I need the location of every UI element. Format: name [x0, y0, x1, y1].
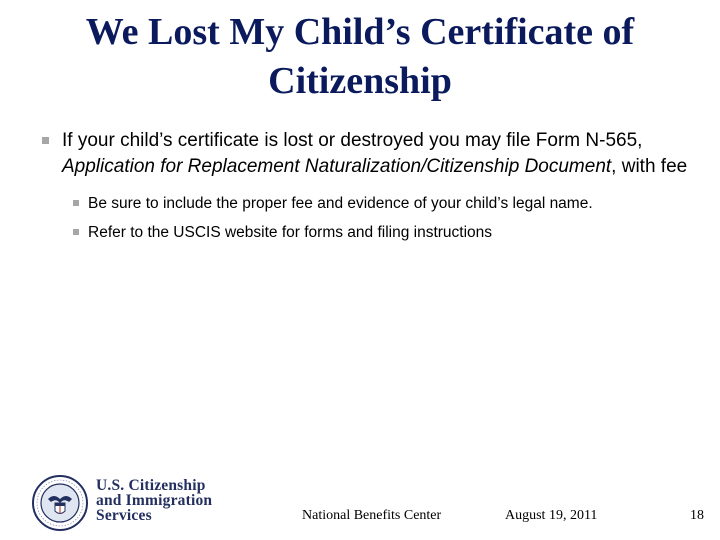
- sub-bullet-marker: [73, 229, 79, 235]
- footer-date: August 19, 2011: [505, 508, 598, 523]
- bullet-list: [38, 128, 698, 247]
- sub-bullet-item: [72, 218, 698, 247]
- slide-number: 18: [690, 508, 704, 523]
- footer-center-text: National Benefits Center: [302, 508, 442, 523]
- bullet-text: If your child’s certificate is lost or destroyed you may file Form N-565,: [62, 130, 643, 151]
- sub-bullet-list: [38, 189, 698, 247]
- dhs-seal-icon: [32, 475, 88, 531]
- sub-bullet-text: Refer to the USCIS website for forms and filing instructions: [88, 224, 493, 241]
- form-title-italic: Application for Replacement Naturalization/Citizenship Document: [62, 156, 612, 177]
- bullet-text-end: , with fee: [611, 156, 688, 177]
- sub-bullet-text: Be sure to include the proper fee and evidence of your child’s legal name.: [88, 195, 593, 212]
- bullet-marker: [42, 137, 49, 144]
- sub-bullet-marker: [73, 200, 79, 206]
- bullet-item: [38, 128, 698, 180]
- slide-title: We Lost My Child’s Certificate of Citizenship: [85, 11, 635, 102]
- slide-footer: [0, 460, 720, 540]
- uscis-wordmark: U.S. Citizenship and Immigration Services: [96, 477, 213, 524]
- sub-bullet-item: [72, 189, 698, 218]
